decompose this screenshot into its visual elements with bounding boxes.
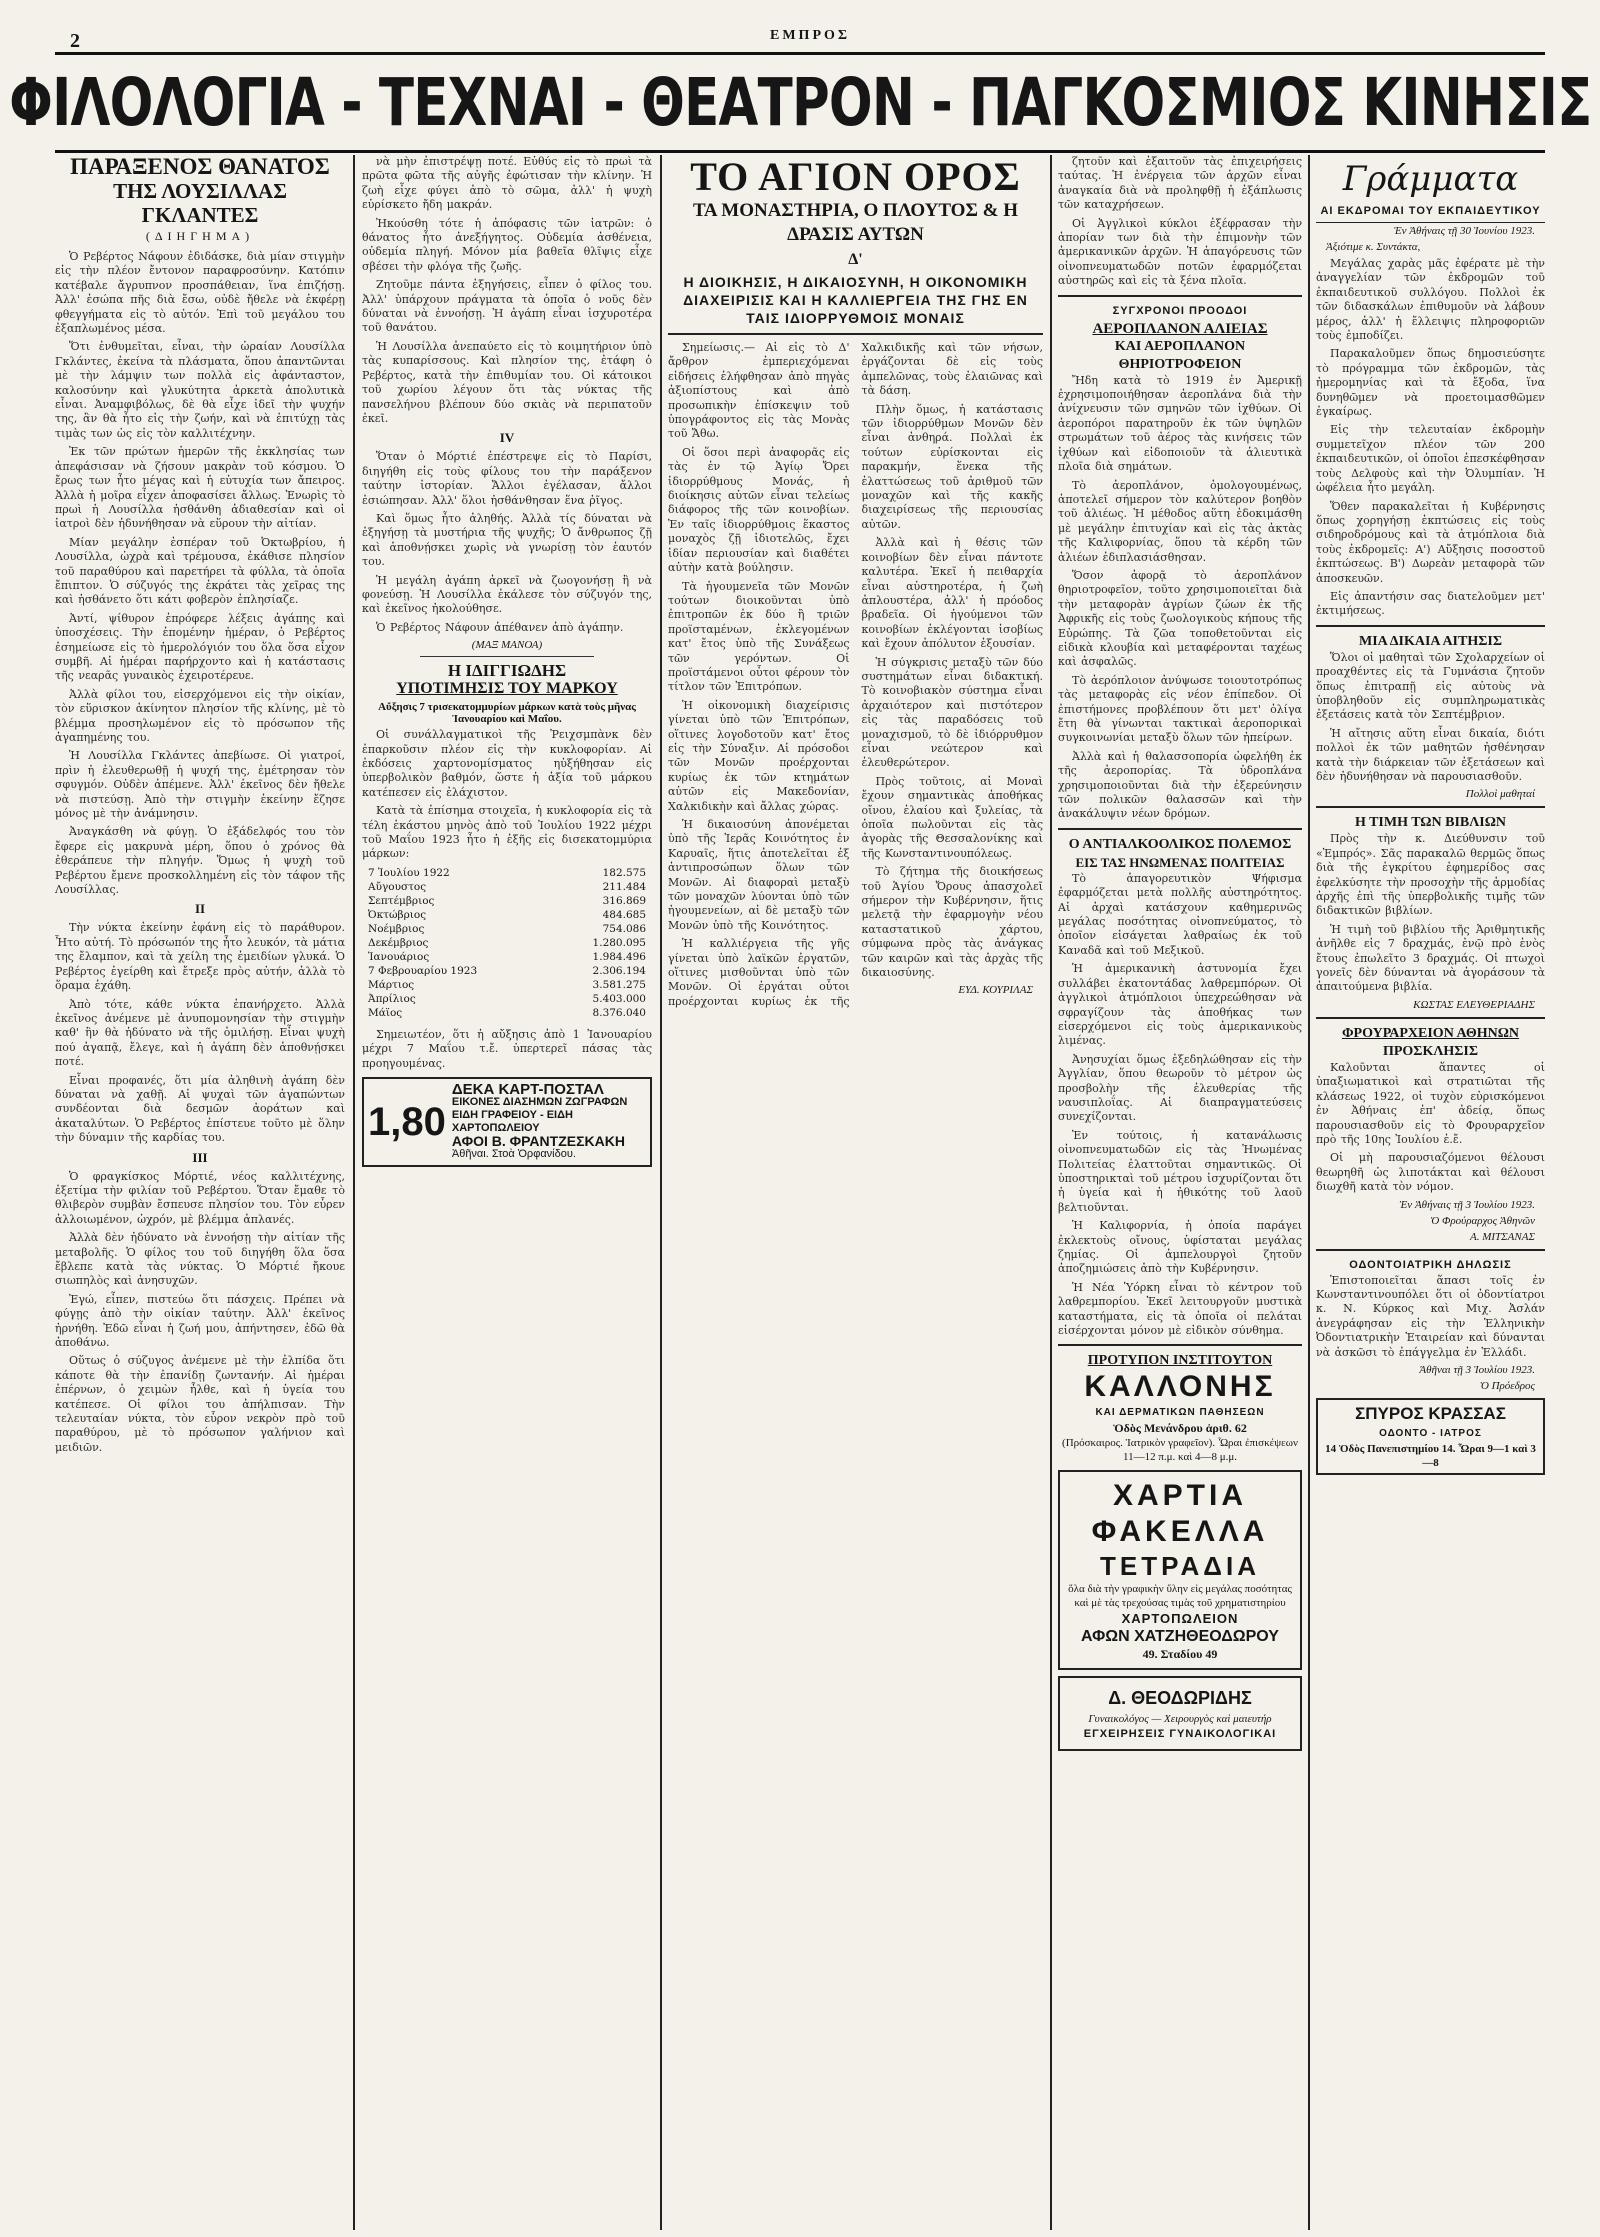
ad-line: ΕΙΔΗ ΓΡΑΦΕΙΟΥ - ΕΙΔΗ ΧΑΡΤΟΠΩΛΕΙΟΥ	[451, 1109, 573, 1135]
table-cell-value: 484.685	[602, 908, 646, 921]
doctor-advert	[1058, 1676, 1302, 1751]
story-title-line-2: ΕΙΣ ΤΑΣ ΗΝΩΜΕΝΑΣ ΠΟΛΙΤΕΙΑΣ	[1075, 854, 1285, 870]
paragraph: Ὅθεν παρακαλεῖται ἡ Κυβέρνησις ὅπως χορηγήσῃ ἐκπτώσεις εἰς τοὺς σιδηροδρόμους καὶ τὰ ἀτμόπλοια διὰ τοὺς ἐκδρομεῖς: Α') Αὔξησις ποσοστοῦ ἐκπτώσεως. Β') Δωρεὰν μεταφορὰ τῶν ἀποσκευῶν.	[1316, 499, 1545, 585]
paragraph: Ἡ Καλιφορνία, ἡ ὁποία παράγει ἐκλεκτοὺς οἴνους, ὑφίσταται μεγάλας ζημίας. Οἱ ἀμπελουργοὶ ζητοῦν ἀποζημιώσεις ἀπὸ τὴν Κυβέρνησιν.	[1058, 1219, 1302, 1276]
paragraph: Ἀλλὰ καὶ ἡ θαλασσοπορία ὠφελήθη ἐκ τῆς ἀεροπορίας. Τὰ ὑδροπλάνα χρησιμοποιοῦνται διὰ τὴν ἐξερεύνησιν τῶν πολικῶν θαλασσῶν καὶ τὴν ἀνακάλυψιν νέων δρόμων.	[1058, 749, 1302, 821]
paragraph: Πρὸς τοῦτοις, αἱ Μοναὶ ἔχουν σημαντικὰς ἀποθήκας οἴνου, ἐλαίου καὶ ξυλείας, τὰ ὁποῖα πωλοῦνται εἰς τὰς ἀγορὰς τῆς Θεσσαλονίκης καὶ τῆς Κωνσταντινουπόλεως.	[861, 774, 1043, 860]
paragraph: Τὰ ἡγουμενεῖα τῶν Μονῶν τούτων διοικοῦνται ὑπὸ ἐπιτροπῶν ἐκ δύο ἢ τριῶν προϊσταμένων, ἐκλεγομένων κατ' ἔτος ὑπὸ τῆς Συνάξεως τῶν γερόντων. Οἱ προϊστάμενοι οὗτοι φέρουν τὸν τίτλον τῶν Ἐπιτρόπων.	[668, 579, 850, 694]
column-4	[1058, 155, 1302, 2230]
ad-company: ΑΦΟΙ Β. ΦΡΑΝΤΖΕΣΚΑΚΗ	[451, 1133, 625, 1150]
section-numeral: III	[192, 1149, 208, 1165]
paragraph: Τὸ ἀπαγορευτικὸν Ψήφισμα ἐφαρμόζεται μετὰ πολλῆς αὐστηρότητος. Αἱ ἀρχαὶ κατάσχουν καθημερινῶς μεγάλας ποσότητας οἰνοπνεύματος, τὸ ὁποῖον εἰσάγεται λαθραίως ἐκ τοῦ Καναδᾶ καὶ τοῦ Μεξικοῦ.	[1058, 871, 1302, 957]
ad-line: ΕΓΧΕΙΡΗΣΕΙΣ ΓΥΝΑΙΚΟΛΟΓΙΚΑΙ	[1083, 1728, 1277, 1741]
dateline: Ἀθῆναι τῇ 3 Ἰουλίου 1923.	[1419, 1363, 1535, 1376]
table-cell-value: 1.984.496	[592, 950, 646, 963]
currency-table	[362, 866, 652, 1020]
paragraph: Τὸ ζήτημα τῆς διοικήσεως τοῦ Ἁγίου Ὄρους ἀπασχολεῖ σήμερον τὴν Κυβέρνησιν, ἥτις μελετᾷ τὴν ἐφαρμογὴν νέου καταστατικοῦ χάρτου, σύμφωνα πρὸς τὰς ἀνάγκας τῶν καιρῶν καὶ τὰς ἀρχὰς τῆς δικαιοσύνης.	[861, 865, 1043, 980]
table-cell-month: Δεκέμβριος	[368, 936, 429, 949]
story-subtitle: (ΔΙΗΓΗΜΑ)	[145, 229, 255, 243]
paragraph: Ἐκ τῶν πρώτων ἡμερῶν τῆς ἐκκλησίας των ἀπεφάσισαν νὰ ζήσουν μακρὰν τοῦ κόσμου. Ὁ ἔρως των ἦτο μέγας καὶ ἡ εὐτυχία των ἄπειρος. Ἀλλὰ ἡ μοῖρα εἶχεν ἀποφασίσει ἄλλως. Ἐνωρὶς τὸ πρωὶ ἡ Λουσίλλα ἠσθάνθη ἀδιαθεσίαν καὶ οἱ ἰατροὶ δὲν ἠδυνήθησαν νὰ εὕρουν τὴν αἰτίαν.	[55, 445, 345, 531]
ad-address: Ὁδὸς Μενάνδρου ἀριθ. 62	[1113, 1421, 1247, 1436]
section-title: ΦΙΛΟΛΟΓΙΑ - ΤΕΧΝΑΙ - ΘΕΑΤΡΟΝ - ΠΑΓΚΟΣΜΙΟΣ ΚΙΝΗΣΙΣ	[8, 64, 1592, 141]
paragraph: Ὅσον ἀφορᾷ τὸ ἀεροπλάνον θηριοτροφεῖον, τοῦτο χρησιμοποιεῖται διὰ τὴν μεταφορὰν ἀγρίων ζώων ἐκ τῆς Ἀφρικῆς εἰς τοὺς ζωολογικοὺς κήπους τῆς Εὐρώπης. Τὰ ζῶα τοποθετοῦνται εἰς εἰδικὰ κλουβία καὶ μεταφέρονται ταχέως καὶ ἀσφαλῶς.	[1058, 568, 1302, 669]
paragraph: Ἀναγκάσθη νὰ φύγῃ. Ὁ ἐξάδελφός του τὸν ἔφερε εἰς μακρυνὰ μέρη, ὅπου ὁ χρόνος θὰ ἐθεράπευε τὴν πληγήν. Ὅμως ἡ ψυχὴ τοῦ Ρεβέρτου ἔμενε προσκολλημένη εἰς τὸν τάφον τῆς Λουσίλλας.	[55, 825, 345, 897]
paragraph: Εἶναι προφανές, ὅτι μία ἀληθινὴ ἀγάπη δὲν δύναται νὰ χαθῇ. Αἱ ψυχαὶ τῶν ἀγαπώντων συνδέονται διὰ δεσμῶν ἀοράτων καὶ ἀκαταλύτων. Ὁ Ρεβέρτος ἐπίστευε τοῦτο μὲ ὅλην τὴν δύναμιν τῆς καρδίας του.	[55, 1073, 345, 1145]
story-title-line-2: ΠΡΟΣΚΛΗΣΙΣ	[1382, 1043, 1479, 1059]
table-row	[362, 964, 652, 978]
story-title: ΑΕΡΟΠΛΑΝΟΝ ΑΛΙΕΙΑΣ	[1092, 320, 1268, 337]
signature: Α. ΜΙΤΣΑΝΑΣ	[1469, 1230, 1535, 1243]
table-row	[362, 866, 652, 880]
table-cell-month: Ὀκτώβριος	[368, 908, 427, 921]
table-cell-value: 211.484	[602, 880, 646, 893]
divider	[1058, 295, 1302, 297]
column-rule	[1050, 155, 1052, 2230]
table-row	[362, 978, 652, 992]
ad-line: (Πρόσκαιρος. Ἰατρικὸν γραφεῖον). Ὧραι ἐπισκέψεων 11—12 π.μ. καὶ 4—8 μ.μ.	[1062, 1437, 1298, 1464]
paragraph: Οἱ ὅσοι περὶ ἀναφορᾶς εἰς τὰς ἐν τῷ Ἁγίῳ Ὄρει ἰδιορρύθμους Μονάς, ἡ διοίκησις αὐτῶν εἶναι τελείως διάφορος τῆς τῶν κοινοβίων. Ἐν ταῖς ἰδιορρύθμοις ἕκαστος μοναχὸς ζῇ ἰδιοτελῶς, ἔχει ἰδίαν περιουσίαν καὶ διαθέτει αὐτὴν κατὰ βούλησιν.	[668, 445, 850, 575]
story-title: ΠΑΡΑΞΕΝΟΣ ΘΑΝΑΤΟΣ	[70, 155, 330, 179]
column-rule	[353, 155, 355, 2230]
paragraph: Καλοῦνται ἅπαντες οἱ ὑπαξιωματικοὶ καὶ στρατιῶται τῆς κλάσεως 1922, οἱ τυχὸν εὑρισκόμενοι ἐν Ἀθήναις ἐπ' ἀδείᾳ, ὅπως παρουσιασθοῦν εἰς τὸ Φρουραρχεῖον πρὸ τῆς 10ης Ἰουλίου ἐ.ἔ.	[1316, 1060, 1545, 1146]
paragraph: Παρακαλοῦμεν ὅπως δημοσιεύσητε τὸ πρόγραμμα τῶν ἐκδρομῶν, τὰς ἡμερομηνίας καὶ τὰ ἔξοδα, ἵνα δυνηθῶμεν νὰ προετοιμασθῶμεν ἐγκαίρως.	[1316, 347, 1545, 419]
story-title: ΤΟ ΑΓΙΟΝ ΟΡΟΣ	[690, 155, 1021, 199]
table-cell-month: Μάϊος	[368, 1006, 403, 1019]
ad-subtitle: ΚΑΙ ΔΕΡΜΑΤΙΚΩΝ ΠΑΘΗΣΕΩΝ	[1095, 1407, 1265, 1419]
paragraph: Σημειωτέον, ὅτι ἡ αὔξησις ἀπὸ 1 Ἰανουαρίου μέχρι 7 Μαΐου τ.ἔ. ὑπερτερεῖ πάσας τὰς προηγουμένας.	[362, 1027, 652, 1070]
stationery-advert	[1058, 1470, 1302, 1670]
table-cell-month: Ἰανουάριος	[368, 950, 430, 963]
section-numeral: II	[194, 901, 206, 917]
paragraph: Ἡ δικαιοσύνη ἀπονέμεται ὑπὸ τῆς Ἱερᾶς Κοινότητος ἐν Καρυαῖς, ἥτις ἀποτελεῖται ἐξ ἀντιπροσώπων ὅλων τῶν Μονῶν. Αἱ διαφοραὶ μεταξὺ τῶν μοναχῶν λύονται ὑπὸ τῶν ἡγουμενείων, αἱ δὲ μεταξὺ τῶν Μονῶν ὑπὸ τῆς Κοινότητος.	[668, 818, 850, 932]
paragraph: Ὁ Ρεβέρτος Νάφουν ἀπέθανεν ἀπὸ ἀγάπην.	[376, 620, 624, 634]
paragraph: Πλὴν ὅμως, ἡ κατάστασις τῶν ἰδιορρύθμων Μονῶν δὲν εἶναι ἀνθηρά. Πολλαὶ ἐκ τούτων εὑρίσκονται εἰς παρακμήν, ἕνεκα τῆς ἐλαττώσεως τοῦ ἀριθμοῦ τῶν μοναχῶν καὶ τῆς κακῆς διαχειρίσεως τῆς περιουσίας αὐτῶν.	[861, 402, 1043, 531]
ad-line: ὅλα διὰ τὴν γραφικὴν ὕλην εἰς μεγάλας ποσότητας καὶ μὲ τὰς τρεχούσας τιμὰς τοῦ χρηματιστηρίου	[1068, 1583, 1292, 1610]
paragraph: Ἡ αἴτησις αὕτη εἶναι δικαία, διότι πολλοὶ ἐκ τῶν μαθητῶν ἠσθένησαν κατὰ τὴν διάρκειαν τῶν ἐξετάσεων καὶ δὲν ἠδυνήθησαν νὰ παρουσιασθοῦν.	[1316, 726, 1545, 783]
paragraph: Ἡ Λουσίλλα Γκλάντες ἀπεβίωσε. Οἱ γιατροί, πρὶν ἡ ἐλευθερωθῇ ἡ ψυχή της, ἐμέτρησαν τὸν σφυγμόν. Οὐδὲν ἀπέμενε. Ἀλλ' ἐκεῖνος δὲν ἤθελε νὰ πιστεύσῃ. Ἀπὸ τὴν στιγμὴν ἐκείνην ἔζησε μόνος μὲ τὴν ἀνάμνησιν.	[55, 749, 345, 821]
paragraph: Ἡ τιμὴ τοῦ βιβλίου τῆς Ἀριθμητικῆς ἀνῆλθε εἰς 7 δραχμάς, ἐνῷ πρὸ ἑνὸς ἔτους ἐπωλεῖτο 3 δραχμάς. Οἱ πτωχοὶ γονεῖς δὲν δύνανται νὰ ἀγοράσουν τὰ ἀπαιτούμενα βιβλία.	[1316, 922, 1545, 994]
table-row	[362, 894, 652, 908]
paragraph: Οἱ συνάλλαγματικοὶ τῆς Ῥειχσμπὰνκ δὲν ἐπαρκοῦσιν πλέον εἰς τὴν κυκλοφορίαν. Αἱ ἐκδόσεις χαρτονομίσματος ηὐξήθησαν εἰς ὑπερβολικὸν βαθμόν, ὥστε ἡ ἀξία τοῦ μάρκου κατέπεσεν εἰς ἐλάχιστον.	[362, 728, 652, 799]
paragraph: Ὅλοι οἱ μαθηταὶ τῶν Σχολαρχείων οἱ προαχθέντες εἰς τὰ Γυμνάσια ζητοῦν ὅπως ἐπιτραπῇ εἰς αὐτοὺς νὰ ὑποβληθοῦν εἰς συμπληρωματικὰς ἐξετάσεις κατὰ τὸν Σεπτέμβριον.	[1316, 650, 1545, 722]
signature: Πολλοὶ μαθηταί	[1465, 788, 1535, 801]
divider	[1058, 828, 1302, 830]
column-rule	[660, 155, 662, 2230]
divider	[1316, 625, 1545, 627]
paragraph: Καὶ ὅμως ἦτο ἀληθής. Ἀλλὰ τίς δύναται νὰ ἐξηγήσῃ τὰ μυστήρια τῆς ψυχῆς; Ὁ ἄνθρωπος ζῇ καὶ ἀποθνῄσκει χωρὶς νὰ γνωρίσῃ τὸν ἑαυτόν του.	[362, 511, 652, 569]
story-title: ΟΔΟΝΤΟΙΑΤΡΙΚΗ ΔΗΛΩΣΙΣ	[1349, 1258, 1512, 1271]
divider	[1058, 1344, 1302, 1346]
paragraph: Σημείωσις.— Αἱ εἰς τὸ Δ' ἄρθρον ἐμπεριεχόμεναι εἰδήσεις ἐλήφθησαν ἀπὸ πηγὰς ἀξιοπίστους καὶ ἀπὸ προσωπικὴν ἐπίσκεψιν τοῦ ὑπογράφοντος εἰς τὰς Μονὰς τοῦ Ἄθω.	[668, 341, 850, 441]
ad-company: ΑΦΩΝ ΧΑΤΖΗΘΕΟΔΩΡΟΥ	[1081, 1628, 1279, 1646]
paragraph: Ἀντί, ψίθυρον ἐπρόφερε λέξεις ἀγάπης καὶ ὑποσχέσεις. Τὴν ἑπομένην ἡμέραν, ὁ Ρεβέρτος ἐσημείωσε εἰς τὸ ἡμερολόγιόν του ὅλα ὅσα εἶχον συμβῆ. Αἱ ἡμέραι παρήρχοντο καὶ ἡ κατάστασις τῆς νεαρᾶς γυναικὸς ἐχειροτέρευε.	[55, 611, 345, 683]
paragraph: Ἡ Λουσίλλα ἀνεπαύετο εἰς τὸ κοιμητήριον ὑπὸ τὰς κυπαρίσσους. Καὶ πλησίον της, ἐτάφη ὁ Ρεβέρτος, κατὰ τὴν ἐπιθυμίαν του. Οἱ κάτοικοι τοῦ χωρίου λέγουν ὅτι τὰς νύκτας τῆς πανσελήνου βλέπουν δύο σκιὰς νὰ περιπατοῦν ἐκεῖ.	[362, 339, 652, 425]
paragraph: Τὴν νύκτα ἐκείνην ἐφάνη εἰς τὸ παράθυρον. Ἦτο αὐτή. Τὸ πρόσωπόν της ἦτο λευκόν, τὰ μάτια της ἔλαμπον, καὶ τὰ χείλη της ἐμειδίων γλυκά. Ὁ Ρεβέρτος ἐγείρθη καὶ ἔτρεξε πρὸς αὐτήν, ἀλλὰ τὸ ὅραμα ἐχάθη.	[55, 921, 345, 993]
ad-headline: ΔΕΚΑ ΚΑΡΤ-ΠΟΣΤΑΛ	[451, 1081, 604, 1099]
signature-title: Ὁ Πρόεδρος	[1479, 1379, 1535, 1392]
paragraph: Ἐπιστοποιεῖται ἅπασι τοῖς ἐν Κωνσταντινουπόλει ὅτι οἱ ὀδοντίατροι κ. Ν. Κύρκος καὶ Μιχ. Ἀσλάν ἀνεγράφησαν εἰς τὴν Ἑλληνικὴν Ὀδοντιατρικὴν Ἑταιρείαν καὶ δύνανται νὰ ἀσκῶσι τὸ ἐπάγγελμα ἐν Ἑλλάδι.	[1316, 1273, 1545, 1359]
dateline: Ἐν Ἀθήναις τῇ 3 Ἰουλίου 1923.	[1399, 1198, 1535, 1211]
table-cell-value: 754.086	[602, 922, 646, 935]
story-title-line-2: ΚΑΙ ΑΕΡΟΠΛΑΝΟΝ ΘΗΡΙΟΤΡΟΦΕΙΟΝ	[1114, 338, 1246, 372]
paragraph: Ἀλλὰ καὶ ἡ θέσις τῶν κοινοβίων δὲν εἶναι πάντοτε καλυτέρα. Ἐκεῖ ἡ πειθαρχία εἶναι αὐστηροτέρα, ἡ ζωὴ ἁπλουστέρα, ἀλλ' ἡ πρόοδος βραδεῖα. Οἱ ἡγούμενοι τῶν κοινοβίων ἐκλέγονται ἰσοβίως καὶ ἔχουν ἀπόλυτον ἐξουσίαν.	[861, 536, 1043, 651]
table-row	[362, 992, 652, 1006]
section-title: Γράμματα	[1342, 159, 1519, 199]
paragraph: Μίαν μεγάλην ἐσπέραν τοῦ Ὀκτωβρίου, ἡ Λουσίλλα, ὠχρὰ καὶ τρέμουσα, ἐκάθισε πλησίον τοῦ παραθύρου καὶ παρετήρει τὰ φύλλα, τὰ ὁποῖα ἔπιπτον. Ὁ σύζυγός της ἐκράτει τὰς χεῖρας της καὶ ἡσθάνετο ὅτι κάτι φοβερὸν ἐπλησίαζε.	[55, 535, 345, 607]
running-head: ΕΜΠΡΟΣ	[770, 28, 851, 43]
story-deck: Αὔξησις 7 τρισεκατομμυρίων μάρκων κατὰ τοὺς μῆνας Ἰανουαρίου καὶ Μαΐου.	[378, 701, 636, 726]
ad-line: ΕΙΚΟΝΕΣ ΔΙΑΣΗΜΩΝ ΖΩΓΡΑΦΩΝ	[451, 1096, 628, 1109]
page-number: 2	[70, 30, 80, 52]
column-3	[668, 155, 1043, 2230]
part-number: Δ'	[848, 251, 863, 268]
section-masthead	[8, 52, 1592, 153]
dateline: Ἐν Ἀθήναις τῇ 30 Ἰουνίου 1923.	[1393, 225, 1535, 237]
story-deck: Η ΔΙΟΙΚΗΣΙΣ, Η ΔΙΚΑΙΟΣΥΝΗ, Η ΟΙΚΟΝΟΜΙΚΗ ΔΙΑΧΕΙΡΙΣΙΣ ΚΑΙ Η ΚΑΛΛΙΕΡΓΕΙΑ ΤΗΣ ΓΗΣ ΕΝ ΤΑΙΣ ΙΔΙΟΡΡΥΘΜΟΙΣ ΜΟΝΑΙΣ	[683, 274, 1028, 326]
column-5	[1316, 155, 1545, 2230]
table-row	[362, 908, 652, 922]
table-row	[362, 936, 652, 950]
paragraph: Οἱ μὴ παρουσιαζόμενοι θέλουσι θεωρηθῆ ὡς λιποτάκται καὶ θέλουσι διωχθῆ κατὰ τὸν νόμον.	[1316, 1151, 1545, 1194]
table-cell-month: Ἀπρίλιος	[368, 992, 416, 1005]
story-title: ΑΙ ΕΚΔΡΟΜΑΙ ΤΟΥ ΕΚΠΑΙΔΕΥΤΙΚΟΥ	[1316, 203, 1545, 223]
ad-title: ΠΡΟΤΥΠΟΝ ΙΝΣΤΙΤΟΥΤΟΝ	[1087, 1353, 1273, 1369]
paragraph: Πρὸς τὴν κ. Διεύθυνσιν τοῦ «Ἐμπρός». Σᾶς παρακαλῶ θερμῶς ὅπως διὰ τῆς ἐγκρίτου ἐφημερίδος σας ἐφελκύσητε τὴν προσοχὴν τῆς ἁρμοδίας ἀρχῆς ἐπὶ τῆς ὑπερβολικῆς τιμῆς τῶν διδακτικῶν βιβλίων.	[1316, 832, 1545, 918]
ad-headline: ΧΑΡΤΙΑ	[1112, 1479, 1247, 1513]
paragraph: Τὸ ἀεροπλάνον, ὁμολογουμένως, ἀποτελεῖ σήμερον τὸν καλύτερον βοηθὸν τοῦ ἁλιέως. Ἡ μέθοδος αὕτη ἐδοκιμάσθη μὲ μεγάλην ἐπιτυχίαν καὶ εἰς τὰς ἀκτὰς τῆς Καλιφορνίας, ὅπου τὰ κέρδη τῶν ἁλιέων ἐδιπλασιάσθησαν.	[1058, 478, 1302, 564]
paragraph: Κατὰ τὰ ἐπίσημα στοιχεῖα, ἡ κυκλοφορία εἰς τὰ τέλη ἑκάστου μηνὸς ἀπὸ τοῦ Ἰουλίου 1922 μέχρι τοῦ Μαΐου 1923 ἦτο ἡ ἑξῆς εἰς δισεκατομμύρια μάρκων:	[362, 804, 652, 861]
section-numeral: IV	[499, 430, 515, 446]
ad-name: Δ. ΘΕΟΔΩΡΙΔΗΣ	[1108, 1688, 1252, 1709]
ad-role: ΟΔΟΝΤΟ - ΙΑΤΡΟΣ	[1379, 1427, 1482, 1439]
ad-name: ΣΠΥΡΟΣ ΚΡΑΣΣΑΣ	[1355, 1403, 1506, 1423]
table-cell-value: 182.575	[602, 866, 646, 879]
postcard-advert	[362, 1077, 652, 1167]
paragraph: Ἡ καλλιέργεια τῆς γῆς γίνεται ὑπὸ λαϊκῶν ἐργατῶν, οἵτινες μισθοῦνται ὑπὸ τῶν Μονῶν. Οἱ ἐργάται οὗτοι προέρχονται κυρίως ἐκ τῆς Χαλκιδικῆς καὶ τῶν νήσων, ἐργάζονται δὲ εἰς τοὺς ἀμπελῶνας, τοὺς ἐλαιῶνας καὶ τὰ δάση.	[668, 341, 1043, 1008]
ad-address: 49. Σταδίου 49	[1142, 1647, 1218, 1662]
paragraph: Μεγάλας χαρὰς μᾶς ἐφέρατε μὲ τὴν ἀναγγελίαν τῶν ἐκδρομῶν τοῦ ἐκπαιδευτικοῦ συλλόγου. Πολλοὶ ἐκ τῶν διδασκάλων ἐπιθυμοῦν νὰ λάβουν μέρος, ἀλλ' ἡ ἔλλειψις πληροφοριῶν τοὺς ἐμποδίζει.	[1316, 257, 1545, 343]
paragraph: Ἤδη κατὰ τὸ 1919 ἐν Ἀμερικῇ ἐχρησιμοποιήθησαν ἀεροπλάνα διὰ τὴν ἀνίχνευσιν τῶν σμηνῶν τῶν ἰχθύων. Οἱ ἀεροπόροι παρατηροῦν ἐκ τῶν ὑψηλῶν στρωμάτων τοῦ ἀέρος τὰς κινήσεις τῶν ἰχθύων καὶ εἰδοποιοῦν τὰ ἁλιευτικὰ πλοῖα διὰ σημάτων.	[1058, 373, 1302, 474]
dentist-advert	[1316, 1398, 1545, 1475]
divider	[1316, 806, 1545, 808]
paragraph: Ἀνησυχίαι ὅμως ἐξεδηλώθησαν εἰς τὴν Ἀγγλίαν, ὅπου θεωροῦν τὸ μέτρον ὡς προσβολὴν τῆς ἐλευθερίας τῆς ναυσιπλοΐας. Αἱ διαπραγματεύσεις συνεχίζονται.	[1058, 1052, 1302, 1124]
table-cell-month: Αὔγουστος	[368, 880, 427, 893]
divider	[420, 656, 594, 657]
paragraph: Ἐν τούτοις, ἡ κατανάλωσις οἰνοπνευματωδῶν εἰς τὰς Ἡνωμένας Πολιτείας ἐλαττοῦται σημαντικῶς. Οἱ ὑποστηρικταὶ τοῦ μέτρου ἰσχυρίζονται ὅτι ἡ ὑγεία καὶ ἡ ἠθικότης τοῦ λαοῦ βελτιοῦνται.	[1058, 1128, 1302, 1214]
ad-address: 14 Ὁδὸς Πανεπιστημίου 14. Ὧραι 9—1 καὶ 3—8	[1325, 1442, 1536, 1469]
paragraph: Ἠκούσθη τότε ἡ ἀπόφασις τῶν ἰατρῶν: ὁ θάνατος ἦτο ἀνεξήγητος. Οὐδεμία ἀσθένεια, οὐδεμία πληγή. Μόνον μία βαθεῖα θλῖψις εἶχε σβέσει τὴν φλόγα τῆς ζωῆς.	[362, 216, 652, 273]
paragraph: Ἀλλὰ φίλοι του, εἰσερχόμενοι εἰς τὴν οἰκίαν, τὸν εὕρισκον ἀκίνητον πλησίον τῆς κλίνης, μὲ τὸ βλέμμα προσηλωμένον εἰς τὸ πρόσωπον τῆς ἀγαπημένης του.	[55, 687, 345, 744]
ad-price: 1,80	[368, 1099, 446, 1144]
table-cell-value: 316.869	[602, 894, 646, 907]
ad-headline: ΦΑΚΕΛΛΑ	[1091, 1515, 1269, 1549]
paragraph: Ὅτι ἐνθυμεῖται, εἶναι, τὴν ὡραίαν Λουσίλλα Γκλάντες, ἐκείνα τὰ πλάσματα, ὅπου ἀπαντῶνται μὲ τὴν λάμψιν των πολλὰ εἰς ἀφάνταστον, καλοσύνην καὶ γλυκύτητα ἀρκετὰ ἀπολυτικὰ εἶναι. Ἀναμφιβόλως, δὲ θὰ εἶχε ἰδεῖ τὴν ψυχήν της, ἂν θὰ ἦτο εἰς τὴν ζωήν, καὶ νὰ ἐπιτύχῃ τὰς τιμὰς των ὡς εἰς τὸν καλλιτέχνην.	[55, 340, 345, 440]
table-row	[362, 880, 652, 894]
ad-headline: ΤΕΤΡΑΔΙΑ	[1100, 1551, 1260, 1582]
story-body	[668, 341, 1043, 1009]
paragraph: Ἡ ἀμερικανικὴ ἀστυνομία ἔχει συλλάβει ἑκατοντάδας λαθρεμπόρων. Οἱ ἀγγλικοὶ ἀτμόπλοιοι ὑπεχρεώθησαν νὰ σφραγίζουν τὰς ἀποθήκας των εἰσερχόμενοι εἰς τοὺς ἀμερικανικοὺς λιμένας.	[1058, 962, 1302, 1048]
signature-title: Ὁ Φρούραρχος Ἀθηνῶν	[1430, 1214, 1535, 1227]
story-title-line-2: ΤΑ ΜΟΝΑΣΤΗΡΙΑ, Ο ΠΛΟΥΤΟΣ & Η ΔΡΑΣΙΣ ΑΥΤΩΝ	[693, 200, 1018, 245]
table-cell-month: 7 Φεβρουαρίου 1923	[368, 964, 478, 977]
paragraph: Ἡ Νέα Ὑόρκη εἶναι τὸ κέντρον τοῦ λαθρεμπορίου. Ἐκεῖ λειτουργοῦν μυστικὰ καταστήματα, εἰς τὰ ὁποῖα οἱ πελάται εἰσέρχονται μόνον μὲ εἰδικὸν σύνθημα.	[1058, 1280, 1302, 1338]
paragraph: Ὁ Ρεβέρτος Νάφουν ἐδιδάσκε, διὰ μίαν στιγμὴν εἰς τὴν πλέον ἔντονον παραφροσύνην. Κατόπιν κατέβαλε ἄγρυπνον προσπάθειαν, ἵνα ἐπιζήσῃ. Ἀλλ' ἐσώπα πῆς διὰ ἔσω, οὐδὲ ἤθελε νὰ ἐκφέρῃ φθεγγήματα εἰς τὸ αὐτόν. Ἐπὶ τοῦ μεγάλου του ἐξαπλωμένος μέσα.	[55, 250, 345, 336]
table-row	[362, 922, 652, 936]
story-title: Η ΤΙΜΗ ΤΩΝ ΒΙΒΛΙΩΝ	[1354, 815, 1507, 831]
institute-advert	[1058, 1352, 1302, 1464]
table-cell-value: 1.280.095	[592, 936, 646, 949]
paragraph: νὰ μὴν ἐπιστρέψῃ ποτέ. Εὐθύς εἰς τὸ πρωὶ τὰ πρῶτα φῶτα τῆς αὐγῆς ἐφώτισαν τὴν κλίνην. Ἡ ζωὴ εἶχε φύγει ἀπὸ τὸ σῶμα, ἀλλ' ἡ ψυχὴ εὑρίσκετο ἤδη μακράν.	[362, 155, 652, 212]
story-title: ΜΙΑ ΔΙΚΑΙΑ ΑΙΤΗΣΙΣ	[1358, 633, 1502, 649]
ad-shop: ΧΑΡΤΟΠΩΛΕΙΟΝ	[1121, 1611, 1239, 1627]
table-cell-month: Μάρτιος	[368, 978, 415, 991]
paragraph: Εἰς ἀπαντήσιν σας διατελοῦμεν μετ' ἐκτιμήσεως.	[1316, 589, 1545, 618]
ad-role: Γυναικολόγος — Χειρουργὸς καὶ μαιευτήρ	[1088, 1713, 1272, 1726]
column-rule	[1308, 155, 1310, 2230]
byline: (ΜΑΞ ΜΑΝΟΑ)	[471, 639, 543, 652]
story-title-line-2: ΥΠΟΤΙΜΗΣΙΣ ΤΟΥ ΜΑΡΚΟΥ	[396, 680, 618, 698]
paragraph: Ὁ φραγκίσκος Μόρτιέ, νέος καλλιτέχνης, ἐξετίμα τὴν φιλίαν τοῦ Ρεβέρτου. Ὅταν ἔμαθε τὸ θλιβερὸν συμβὰν ἔσπευσε πλησίον του. Τὸν εὗρεν ἀλλοιωμένον, ὠχρόν, μὲ βλέμμα ἀπλανές.	[55, 1169, 345, 1226]
table-cell-value: 5.403.000	[592, 992, 646, 1005]
paragraph: Ἡ σύγκρισις μεταξὺ τῶν δύο συστημάτων εἶναι διδακτική. Τὸ κοινοβιακὸν σύστημα εἶναι ἀρχαιότερον καὶ πιστότερον εἰς τὰς παραδόσεις τοῦ μοναχισμοῦ, τὸ δὲ ἰδιόρρυθμον εἶναι νεώτερον καὶ ἐλευθερώτερον.	[861, 655, 1043, 770]
divider	[668, 333, 1043, 335]
paragraph: Ἀλλὰ δὲν ἠδύνατο νὰ ἐννοήσῃ τὴν αἰτίαν τῆς μεταβολῆς. Ὁ φίλος του τοῦ διηγήθη ὅλα ὅσα ἔβλεπε κατὰ τὰς νύκτας. Ὁ Μόρτιέ ἤκουε σιωπηλὸς καὶ ἀνησυχῶν.	[55, 1231, 345, 1288]
table-row	[362, 950, 652, 964]
paragraph: Τὸ ἀερόπλοιον ἀνύψωσε τοιουτοτρόπως τὰς μεταφορὰς εἰς νέον ἐπίπεδον. Οἱ ἐπιστήμονες προβλέπουν ὅτι μετ' ὀλίγα ἔτη θὰ γίνωνται τακτικαὶ ἀεροπορικαὶ συγκοινωνίαι μεταξὺ ὅλων τῶν ἠπείρων.	[1058, 673, 1302, 745]
top-line	[70, 28, 1540, 52]
story-title: ΦΡΟΥΡΑΡΧΕΙΟΝ ΑΘΗΝΩΝ	[1341, 1025, 1520, 1041]
paragraph: Ἡ οἰκονομικὴ διαχείρισις γίνεται ὑπὸ τῶν Ἐπιτρόπων, οἵτινες λογοδοτοῦν κατ' ἔτος εἰς τὴν Σύναξιν. Αἱ πρόσοδοι τῶν Μονῶν προέρχονται κυρίως ἐκ τῶν κτημάτων αὐτῶν εἰς Μακεδονίαν, Χαλκιδικὴν καὶ ἄλλας χώρας.	[668, 698, 850, 813]
ad-headline: ΚΑΛΛΟΝΗΣ	[1084, 1370, 1276, 1404]
story-title-line-2: ΤΗΣ ΛΟΥΣΙΛΛΑΣ ΓΚΛΑΝΤΕΣ	[113, 179, 287, 227]
byline: ΕΥΔ. ΚΟΥΡΙΛΑΣ	[958, 984, 1033, 997]
column-2	[362, 155, 652, 2230]
table-cell-month: Νοέμβριος	[368, 922, 425, 935]
paragraph: ζητοῦν καὶ ἐξαιτοῦν τὰς ἐπιχειρήσεις ταύτας. Ἡ ἐνέργεια τῶν ἀρχῶν εἶναι ἀναγκαία διὰ νὰ προληφθῇ ἡ ἐξάπλωσις τῶν καταχρήσεων.	[1058, 155, 1302, 212]
paragraph: Ἐγώ, εἶπεν, πιστεύω ὅτι πάσχεις. Πρέπει νὰ φύγῃς ἀπὸ τὴν οἰκίαν ταύτην. Ἀλλ' ἐκεῖνος ἠρνήθη. Ἐδῶ εἶναι ἡ ζωή μου, ἀπήντησεν, ἐδῶ θὰ ἀποθάνω.	[55, 1292, 345, 1350]
table-cell-month: 7 Ἰουλίου 1922	[368, 866, 450, 879]
divider	[1316, 1017, 1545, 1019]
table-cell-value: 2.306.194	[592, 964, 646, 977]
paragraph: Οἱ Ἀγγλικοὶ κύκλοι ἐξέφρασαν τὴν ἀπορίαν των διὰ τὴν ἐπιμονὴν τῶν ἀμερικανικῶν ἀρχῶν. Ἡ ἀπαγόρευσις τῶν οἰνοπνευματωδῶν ποτῶν ἐφαρμόζεται αὐστηρῶς καὶ εἰς τὰ ξένα πλοῖα.	[1058, 216, 1302, 288]
table-cell-value: 3.581.275	[592, 978, 646, 991]
divider	[1316, 1249, 1545, 1251]
table-cell-month: Σεπτέμβριος	[368, 894, 435, 907]
story-title: Ο ΑΝΤΙΑΛΚΟΟΛΙΚΟΣ ΠΟΛΕΜΟΣ	[1068, 836, 1292, 852]
paragraph: Εἰς τὴν τελευταίαν ἐκδρομὴν συμμετεῖχον πλέον τῶν 200 ἐκπαιδευτικῶν, οἱ ὁποῖοι ἐπεσκέφθησαν τοὺς Δελφοὺς καὶ τὴν Ὀλυμπίαν. Ἡ ὠφέλεια ἦτο μεγάλη.	[1316, 423, 1545, 495]
paragraph: Ὅταν ὁ Μόρτιέ ἐπέστρεψε εἰς τὸ Παρίσι, διηγήθη εἰς τοὺς φίλους του τὴν παράξενον ταύτην ἱστορίαν. Ἄλλοι ἐγέλασαν, ἄλλοι ἐσιώπησαν. Ἀλλ' ὅλοι ἠσθάνθησαν ἕνα ῥῖγος.	[362, 450, 652, 507]
greeting: Ἀξιότιμε κ. Συντάκτα,	[1326, 241, 1421, 253]
paragraph: Ἀπὸ τότε, κάθε νύκτα ἐπανήρχετο. Ἀλλὰ ἐκεῖνος ἀνέμενε μὲ ἀνυπομονησίαν τὴν στιγμὴν καθ' ἣν θὰ ἠδύνατο νὰ τῆς ὁμιλήσῃ. Εἶναι ψυχὴ πού ἀγαπᾷ, ἔλεγε, καὶ ἡ ἀγάπη δὲν ἀποθνῄσκει ποτέ.	[55, 997, 345, 1069]
column-1	[55, 155, 345, 2230]
paragraph: Ἡ μεγάλη ἀγάπη ἀρκεῖ νὰ ζωογονήσῃ ἢ νὰ φονεύσῃ. Ἡ Λουσίλλα ἐκάλεσε τὸν σύζυγόν της, καὶ ἐκεῖνος ἠκολούθησε.	[362, 573, 652, 616]
table-row	[362, 1006, 652, 1020]
table-cell-value: 8.376.040	[592, 1006, 646, 1019]
story-title: Η ΙΔΙΓΓΙΩΔΗΣ	[447, 661, 567, 681]
paragraph: Οὕτως ὁ σύζυγος ἀνέμενε μὲ τὴν ἐλπίδα ὅτι κάποτε θὰ τὴν ἐπανίδῃ ζωντανήν. Αἱ ἡμέραι ἐπέρνων, ὁ χειμὼν ἦλθε, καὶ ἡ ὑγεία του κατέπεσε. Οἱ φίλοι του ἀπήλπισαν. Τὴν τελευταίαν νύκτα, τὸν εὗρον νεκρὸν πρὸ τοῦ παραθύρου, μὲ τὸ πρόσωπον γαλήνιον καὶ μειδιῶν.	[55, 1354, 345, 1454]
section-label: ΣΥΓΧΡΟΝΟΙ ΠΡΟΟΔΟΙ	[1112, 304, 1248, 317]
paragraph: Ζητοῦμε πάντα ἐξηγήσεις, εἶπεν ὁ φίλος του. Ἀλλ' ὑπάρχουν πράγματα τὰ ὁποῖα ὁ νοῦς δὲν δύναται νὰ ἐννοήσῃ. Ἡ ἀγάπη εἶναι ἰσχυροτέρα τοῦ θανάτου.	[362, 278, 652, 335]
signature: ΚΩΣΤΑΣ ΕΛΕΥΘΕΡΙΑΔΗΣ	[1413, 998, 1535, 1011]
ad-address: Ἀθῆναι. Στοὰ Ὀρφανίδου.	[451, 1148, 576, 1161]
